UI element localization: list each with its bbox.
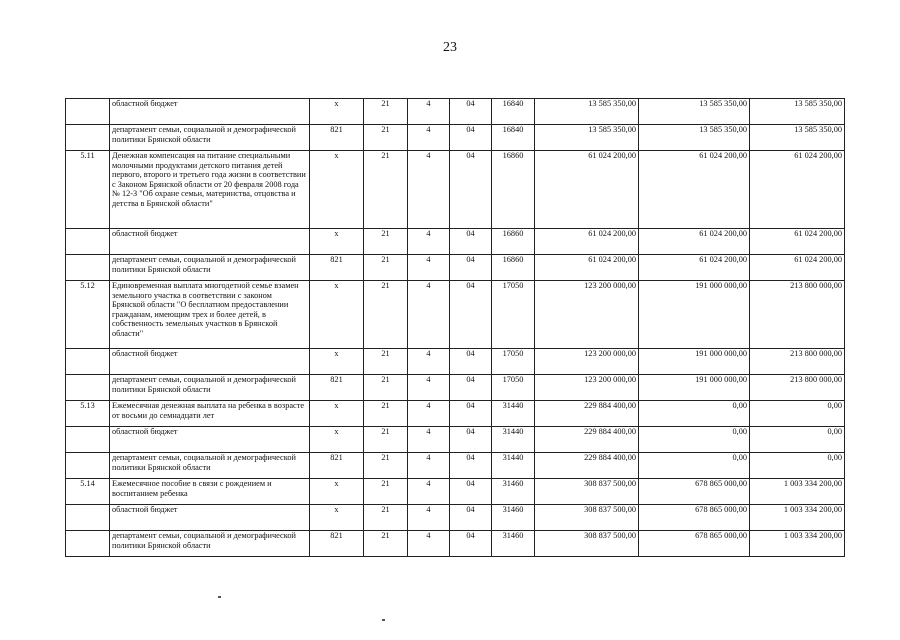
row-name: областной бюджет [110,229,310,255]
program-code: 21 [364,531,408,557]
amount-year-3: 61 024 200,00 [750,255,845,281]
admin-code: x [310,229,364,255]
row-name: областной бюджет [110,427,310,453]
row-number: 5.12 [66,281,110,349]
page-number: 23 [443,40,457,55]
subprogram-code: 4 [408,401,450,427]
amount-year-3: 13 585 350,00 [750,99,845,125]
admin-code: x [310,99,364,125]
table-row [66,229,845,255]
table-row [66,281,845,349]
subprogram-code: 4 [408,349,450,375]
direction-code: 16860 [492,229,535,255]
direction-code: 31440 [492,453,535,479]
amount-year-3: 213 800 000,00 [750,349,845,375]
row-number [66,427,110,453]
table-row [66,427,845,453]
program-code: 21 [364,125,408,151]
direction-code: 16840 [492,125,535,151]
row-name: Ежемесячное пособие в связи с рождением и воспитанием ребенка [110,479,310,505]
event-code: 04 [450,479,492,505]
admin-code: 821 [310,125,364,151]
admin-code: 821 [310,375,364,401]
amount-year-1: 123 200 000,00 [535,281,639,349]
amount-year-2: 191 000 000,00 [639,349,750,375]
row-name: департамент семьи, социальной и демографической политики Брянской области [110,375,310,401]
table-row [66,255,845,281]
amount-year-3: 213 800 000,00 [750,281,845,349]
table-row [66,505,845,531]
row-number [66,453,110,479]
admin-code: x [310,401,364,427]
amount-year-3: 61 024 200,00 [750,151,845,229]
row-number [66,99,110,125]
event-code: 04 [450,349,492,375]
table-row [66,453,845,479]
admin-code: 821 [310,531,364,557]
program-code: 21 [364,151,408,229]
amount-year-1: 61 024 200,00 [535,229,639,255]
table-row [66,99,845,125]
direction-code: 16860 [492,151,535,229]
program-code: 21 [364,349,408,375]
amount-year-3: 1 003 334 200,00 [750,531,845,557]
amount-year-1: 13 585 350,00 [535,99,639,125]
program-code: 21 [364,479,408,505]
subprogram-code: 4 [408,375,450,401]
row-number [66,375,110,401]
amount-year-3: 1 003 334 200,00 [750,505,845,531]
admin-code: x [310,281,364,349]
amount-year-2: 0,00 [639,401,750,427]
amount-year-3: 0,00 [750,453,845,479]
amount-year-3: 0,00 [750,427,845,453]
row-name: областной бюджет [110,349,310,375]
subprogram-code: 4 [408,229,450,255]
amount-year-2: 678 865 000,00 [639,531,750,557]
amount-year-1: 123 200 000,00 [535,349,639,375]
row-number: 5.11 [66,151,110,229]
amount-year-2: 0,00 [639,427,750,453]
direction-code: 31460 [492,479,535,505]
row-number [66,229,110,255]
amount-year-2: 678 865 000,00 [639,479,750,505]
scan-speck [218,596,221,598]
row-number [66,255,110,281]
program-code: 21 [364,281,408,349]
subprogram-code: 4 [408,151,450,229]
amount-year-2: 61 024 200,00 [639,229,750,255]
event-code: 04 [450,531,492,557]
row-number [66,505,110,531]
event-code: 04 [450,401,492,427]
amount-year-2: 0,00 [639,453,750,479]
amount-year-3: 61 024 200,00 [750,229,845,255]
event-code: 04 [450,229,492,255]
subprogram-code: 4 [408,99,450,125]
subprogram-code: 4 [408,453,450,479]
event-code: 04 [450,281,492,349]
amount-year-1: 308 837 500,00 [535,505,639,531]
table-row [66,125,845,151]
amount-year-2: 61 024 200,00 [639,151,750,229]
amount-year-2: 13 585 350,00 [639,125,750,151]
amount-year-2: 13 585 350,00 [639,99,750,125]
row-name: областной бюджет [110,99,310,125]
admin-code: 821 [310,255,364,281]
admin-code: x [310,349,364,375]
row-number: 5.13 [66,401,110,427]
subprogram-code: 4 [408,531,450,557]
direction-code: 17050 [492,349,535,375]
subprogram-code: 4 [408,255,450,281]
row-number [66,125,110,151]
row-number [66,531,110,557]
amount-year-3: 13 585 350,00 [750,125,845,151]
subprogram-code: 4 [408,281,450,349]
admin-code: x [310,151,364,229]
amount-year-1: 308 837 500,00 [535,479,639,505]
program-code: 21 [364,99,408,125]
direction-code: 16860 [492,255,535,281]
amount-year-1: 308 837 500,00 [535,531,639,557]
program-code: 21 [364,401,408,427]
row-name: Ежемесячная денежная выплата на ребенка в возрасте от восьми до семнадцати лет [110,401,310,427]
amount-year-2: 678 865 000,00 [639,505,750,531]
event-code: 04 [450,453,492,479]
subprogram-code: 4 [408,505,450,531]
program-code: 21 [364,375,408,401]
table-row [66,151,845,229]
program-code: 21 [364,505,408,531]
row-name: Денежная компенсация на питание специальными молочными продуктами детского питания детей первого, второго и третьего года жизни в соответствии с Законом Брянской области от 20 февраля 2008 года № 12-З "Об охране семьи, материнства, отцовства и детства в Брянской области" [110,151,310,229]
budget-table [65,98,845,557]
program-code: 21 [364,427,408,453]
row-name: департамент семьи, социальной и демографической политики Брянской области [110,531,310,557]
table-row [66,531,845,557]
amount-year-1: 13 585 350,00 [535,125,639,151]
row-number: 5.14 [66,479,110,505]
event-code: 04 [450,125,492,151]
direction-code: 31460 [492,531,535,557]
amount-year-1: 61 024 200,00 [535,255,639,281]
direction-code: 31460 [492,505,535,531]
subprogram-code: 4 [408,427,450,453]
row-name: Единовременная выплата многодетной семье взамен земельного участка в соответствии с законом Брянской области "О бесплатном предоставлении гражданам, имеющим трех и более детей, в собственность земельных участков в Брянской области" [110,281,310,349]
subprogram-code: 4 [408,125,450,151]
direction-code: 17050 [492,281,535,349]
direction-code: 31440 [492,427,535,453]
amount-year-1: 61 024 200,00 [535,151,639,229]
row-name: департамент семьи, социальной и демографической политики Брянской области [110,453,310,479]
event-code: 04 [450,505,492,531]
row-name: департамент семьи, социальной и демографической политики Брянской области [110,125,310,151]
table-row [66,479,845,505]
direction-code: 16840 [492,99,535,125]
event-code: 04 [450,255,492,281]
table-row [66,349,845,375]
amount-year-3: 1 003 334 200,00 [750,479,845,505]
event-code: 04 [450,99,492,125]
program-code: 21 [364,453,408,479]
amount-year-1: 229 884 400,00 [535,427,639,453]
amount-year-3: 213 800 000,00 [750,375,845,401]
amount-year-2: 191 000 000,00 [639,281,750,349]
program-code: 21 [364,255,408,281]
admin-code: 821 [310,453,364,479]
amount-year-2: 61 024 200,00 [639,255,750,281]
table-row [66,401,845,427]
subprogram-code: 4 [408,479,450,505]
admin-code: x [310,479,364,505]
event-code: 04 [450,375,492,401]
program-code: 21 [364,229,408,255]
scan-speck [382,619,385,621]
amount-year-1: 229 884 400,00 [535,401,639,427]
event-code: 04 [450,427,492,453]
amount-year-2: 191 000 000,00 [639,375,750,401]
row-number [66,349,110,375]
amount-year-3: 0,00 [750,401,845,427]
direction-code: 31440 [492,401,535,427]
direction-code: 17050 [492,375,535,401]
table-row [66,375,845,401]
row-name: департамент семьи, социальной и демографической политики Брянской области [110,255,310,281]
event-code: 04 [450,151,492,229]
admin-code: x [310,505,364,531]
row-name: областной бюджет [110,505,310,531]
amount-year-1: 229 884 400,00 [535,453,639,479]
admin-code: x [310,427,364,453]
amount-year-1: 123 200 000,00 [535,375,639,401]
